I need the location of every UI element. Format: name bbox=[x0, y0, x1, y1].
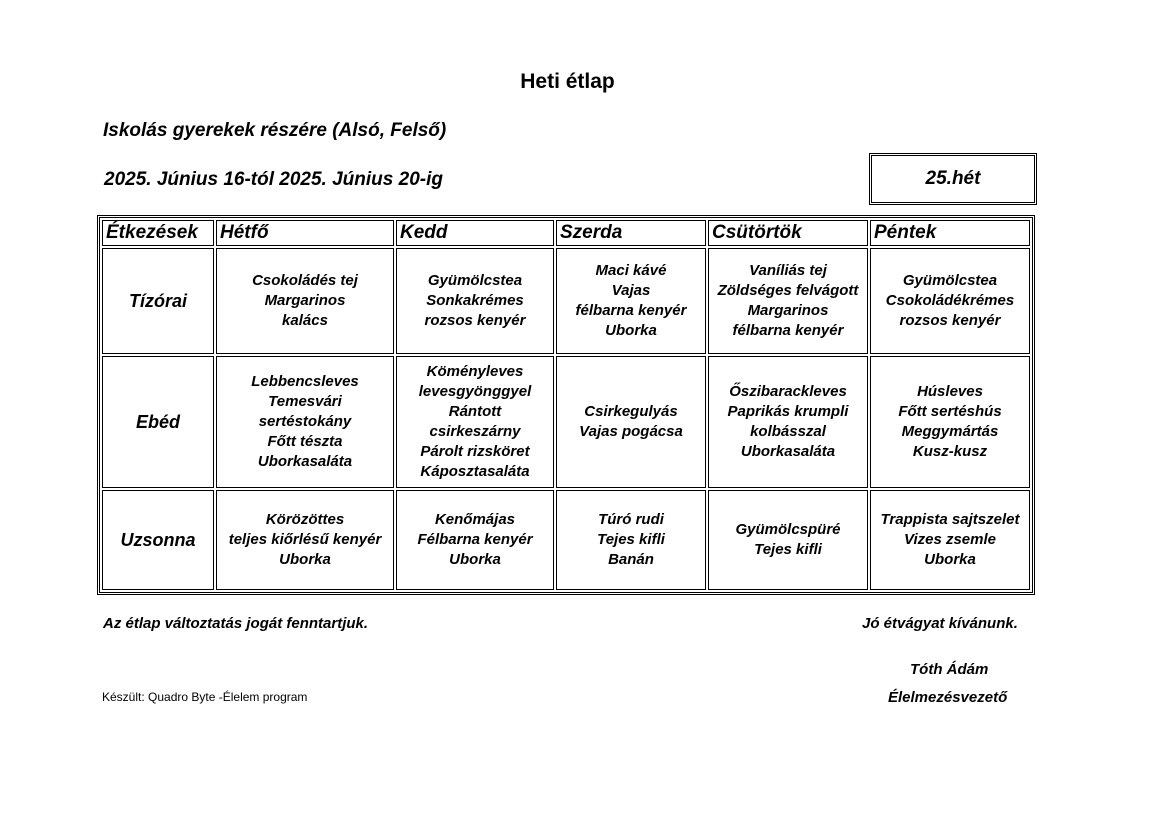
header-row bbox=[102, 220, 1030, 246]
menu-item: Gyümölcspüré bbox=[735, 521, 841, 538]
menu-item: levesgyönggyel bbox=[418, 383, 532, 400]
footer-credit: Készült: Quadro Byte -Élelem program bbox=[102, 690, 308, 704]
menu-item: Őszibarackleves bbox=[729, 383, 847, 400]
menu-cell bbox=[216, 490, 394, 590]
menu-item: Vaníliás tej bbox=[749, 262, 827, 279]
menu-item: Tejes kifli bbox=[597, 531, 665, 548]
menu-item: Lebbencsleves bbox=[251, 373, 359, 390]
menu-item: Csokoládés tej bbox=[252, 272, 358, 289]
menu-cell bbox=[396, 356, 554, 488]
menu-item: Főtt sertéshús bbox=[898, 403, 1002, 420]
menu-item: Uborka bbox=[449, 551, 501, 568]
menu-table bbox=[97, 215, 1035, 595]
menu-item: rozsos kenyér bbox=[424, 312, 526, 329]
menu-cell bbox=[556, 490, 706, 590]
menu-item: Káposztasaláta bbox=[420, 463, 530, 480]
header-wednesday: Szerda bbox=[556, 220, 706, 246]
date-range: 2025. Június 16-tól 2025. Június 20-ig bbox=[104, 169, 443, 190]
menu-item: Meggymártás bbox=[901, 423, 999, 440]
menu-item: Gyümölcstea bbox=[902, 272, 998, 289]
week-box bbox=[869, 153, 1037, 205]
menu-item: teljes kiőrlésű kenyér bbox=[228, 531, 382, 548]
menu-item: sertéstokány bbox=[258, 413, 352, 430]
menu-item: Köményleves bbox=[426, 363, 524, 380]
disclaimer-note: Az étlap változtatás jogát fenntartjuk. bbox=[103, 615, 369, 632]
menu-cell bbox=[870, 490, 1030, 590]
menu-item: Maci kávé bbox=[595, 262, 667, 279]
menu-item: Túró rudi bbox=[598, 511, 664, 528]
menu-cell bbox=[216, 248, 394, 354]
menu-item: Gyümölcstea bbox=[427, 272, 523, 289]
signer-name: Tóth Ádám bbox=[910, 661, 989, 678]
header-tuesday: Kedd bbox=[396, 220, 554, 246]
menu-item: Csirkegulyás bbox=[584, 403, 678, 420]
menu-item: Banán bbox=[608, 551, 654, 568]
subtitle: Iskolás gyerekek részére (Alsó, Felső) bbox=[103, 120, 447, 141]
menu-item: Párolt rizsköret bbox=[420, 443, 530, 460]
menu-cell bbox=[396, 248, 554, 354]
table-row bbox=[102, 490, 1030, 590]
menu-cell bbox=[708, 248, 868, 354]
menu-cell bbox=[708, 356, 868, 488]
menu-cell bbox=[556, 356, 706, 488]
signer-role: Élelmezésvezető bbox=[888, 689, 1008, 706]
menu-item: Tejes kifli bbox=[754, 541, 822, 558]
menu-item: Uborkasaláta bbox=[257, 453, 353, 470]
header-friday: Péntek bbox=[870, 220, 1030, 246]
menu-item: Vajas bbox=[611, 282, 651, 299]
menu-cell bbox=[870, 356, 1030, 488]
menu-item: Főtt tészta bbox=[267, 433, 343, 450]
menu-item: Vajas pogácsa bbox=[579, 423, 683, 440]
menu-item: Húsleves bbox=[917, 383, 983, 400]
header-meals: Étkezések bbox=[102, 220, 214, 246]
menu-item: Sonkakrémes bbox=[426, 292, 524, 309]
menu-item: kolbásszal bbox=[750, 423, 826, 440]
table-row bbox=[102, 248, 1030, 354]
week-label: 25.hét bbox=[925, 168, 981, 189]
page-title: Heti étlap bbox=[520, 70, 615, 93]
menu-item: Trappista sajtszelet bbox=[880, 511, 1020, 528]
header-thursday: Csütörtök bbox=[708, 220, 868, 246]
menu-item: Uborka bbox=[605, 322, 657, 339]
menu-item: Margarinos bbox=[264, 292, 346, 309]
menu-item: Körözöttes bbox=[265, 511, 345, 528]
menu-item: Temesvári bbox=[268, 393, 342, 410]
greeting-note: Jó étvágyat kívánunk. bbox=[862, 615, 1018, 632]
menu-cell bbox=[708, 490, 868, 590]
table-row bbox=[102, 356, 1030, 488]
meal-label: Tízórai bbox=[102, 248, 214, 354]
menu-cell bbox=[216, 356, 394, 488]
menu-item: Paprikás krumpli bbox=[727, 403, 849, 420]
header-monday: Hétfő bbox=[216, 220, 394, 246]
menu-item: Csokoládékrémes bbox=[885, 292, 1015, 309]
menu-cell bbox=[396, 490, 554, 590]
menu-cell bbox=[870, 248, 1030, 354]
menu-item: rozsos kenyér bbox=[899, 312, 1001, 329]
menu-item: Félbarna kenyér bbox=[417, 531, 533, 548]
menu-item: kalács bbox=[282, 312, 328, 329]
menu-item: félbarna kenyér bbox=[575, 302, 687, 319]
menu-item: Rántott bbox=[448, 403, 502, 420]
meal-label: Ebéd bbox=[102, 356, 214, 488]
meal-label: Uzsonna bbox=[102, 490, 214, 590]
menu-item: félbarna kenyér bbox=[732, 322, 844, 339]
menu-item: Kenőmájas bbox=[434, 511, 516, 528]
menu-item: csirkeszárny bbox=[429, 423, 521, 440]
menu-item: Margarinos bbox=[747, 302, 829, 319]
menu-item: Uborkasaláta bbox=[740, 443, 836, 460]
menu-cell bbox=[556, 248, 706, 354]
menu-item: Kusz-kusz bbox=[912, 443, 988, 460]
menu-item: Uborka bbox=[279, 551, 331, 568]
menu-item: Vizes zsemle bbox=[904, 531, 996, 548]
menu-item: Zöldséges felvágott bbox=[717, 282, 859, 299]
menu-item: Uborka bbox=[924, 551, 976, 568]
